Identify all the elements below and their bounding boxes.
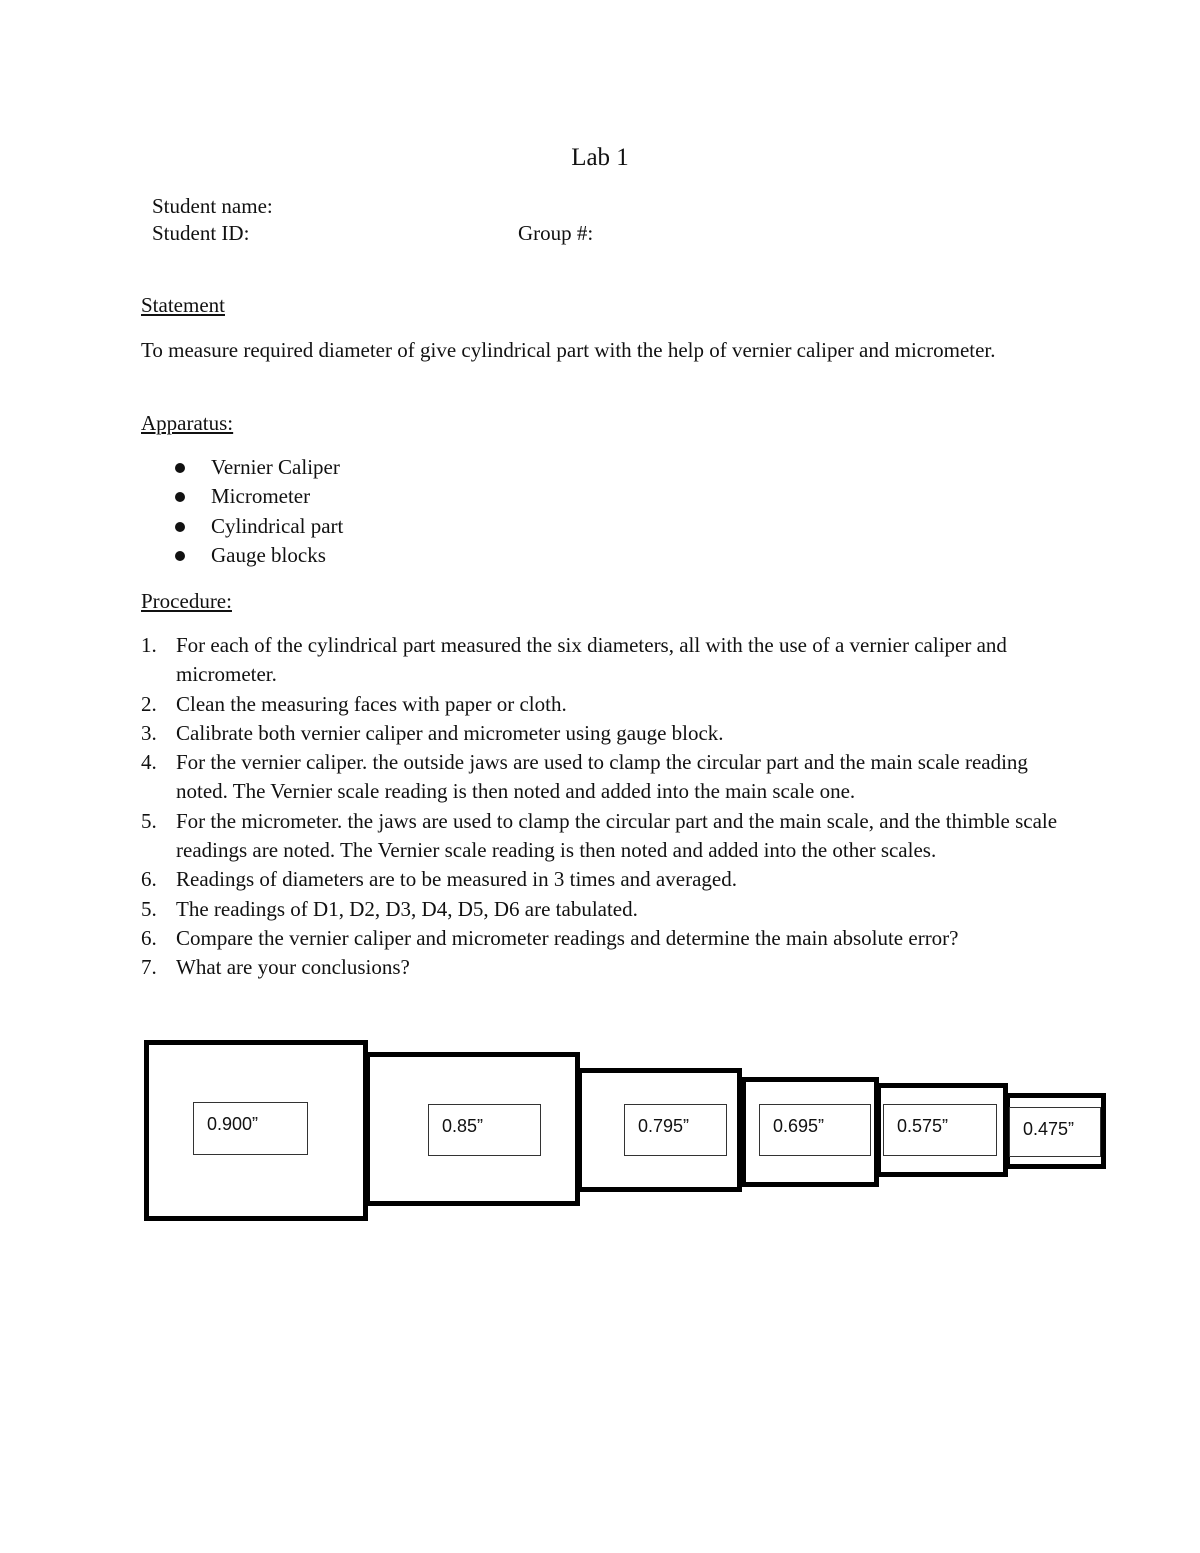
apparatus-heading: Apparatus: bbox=[141, 411, 234, 435]
apparatus-item-label: Gauge blocks bbox=[211, 542, 326, 567]
apparatus-item-label: Cylindrical part bbox=[211, 513, 344, 538]
step-text: For the micrometer. the jaws are used to clamp the circular part and the main scale, and the thimble scale readings are noted. The Vernier scale reading is then noted and added into the other scales. bbox=[176, 808, 1058, 863]
diameter-label: 0.575” bbox=[883, 1104, 997, 1156]
step-text: Compare the vernier caliper and micrometer readings and determine the main absolute error? bbox=[176, 925, 959, 950]
step-text: For the vernier caliper. the outside jaws are used to clamp the circular part and the main scale reading noted. The Vernier scale reading is then noted and added into the main scale one. bbox=[176, 750, 1028, 804]
step-text: Readings of diameters are to be measured in 3 times and averaged. bbox=[176, 867, 737, 892]
statement-heading: Statement bbox=[141, 293, 225, 317]
step-number: 7. bbox=[141, 955, 157, 980]
diameter-label: 0.475” bbox=[1009, 1107, 1101, 1157]
step-text: The readings of D1, D2, D3, D4, D5, D6 are tabulated. bbox=[176, 896, 638, 921]
apparatus-item-label: Micrometer bbox=[211, 484, 311, 509]
procedure-heading: Procedure: bbox=[141, 589, 232, 613]
step-number: 5. bbox=[141, 896, 157, 921]
diameter-label: 0.695” bbox=[759, 1104, 871, 1156]
diameter-label: 0.900” bbox=[193, 1102, 308, 1155]
step-number: 2. bbox=[141, 691, 157, 716]
diameter-label: 0.85” bbox=[428, 1104, 541, 1156]
student-id-label: Student ID: bbox=[152, 221, 250, 245]
group-number-label: Group #: bbox=[518, 221, 594, 245]
step-text: What are your conclusions? bbox=[176, 955, 410, 980]
step-number: 6. bbox=[141, 867, 157, 892]
step-text: Clean the measuring faces with paper or cloth. bbox=[176, 691, 567, 716]
step-number: 3. bbox=[141, 720, 157, 745]
step-number: 4. bbox=[141, 750, 157, 775]
apparatus-item-label: Vernier Caliper bbox=[211, 455, 340, 479]
step-number: 6. bbox=[141, 925, 157, 950]
diameter-label: 0.795” bbox=[624, 1104, 727, 1156]
step-number: 1. bbox=[141, 633, 157, 657]
step-number: 5. bbox=[141, 808, 157, 833]
step-text: Calibrate both vernier caliper and micrometer using gauge block. bbox=[176, 720, 724, 745]
student-name-label: Student name: bbox=[152, 194, 273, 218]
statement-text: To measure required diameter of give cylindrical part with the help of vernier caliper and micrometer. bbox=[141, 338, 996, 362]
step-text: For each of the cylindrical part measured the six diameters, all with the use of a vernier caliper and micrometer. bbox=[176, 633, 1007, 687]
page-title: Lab 1 bbox=[571, 144, 629, 171]
